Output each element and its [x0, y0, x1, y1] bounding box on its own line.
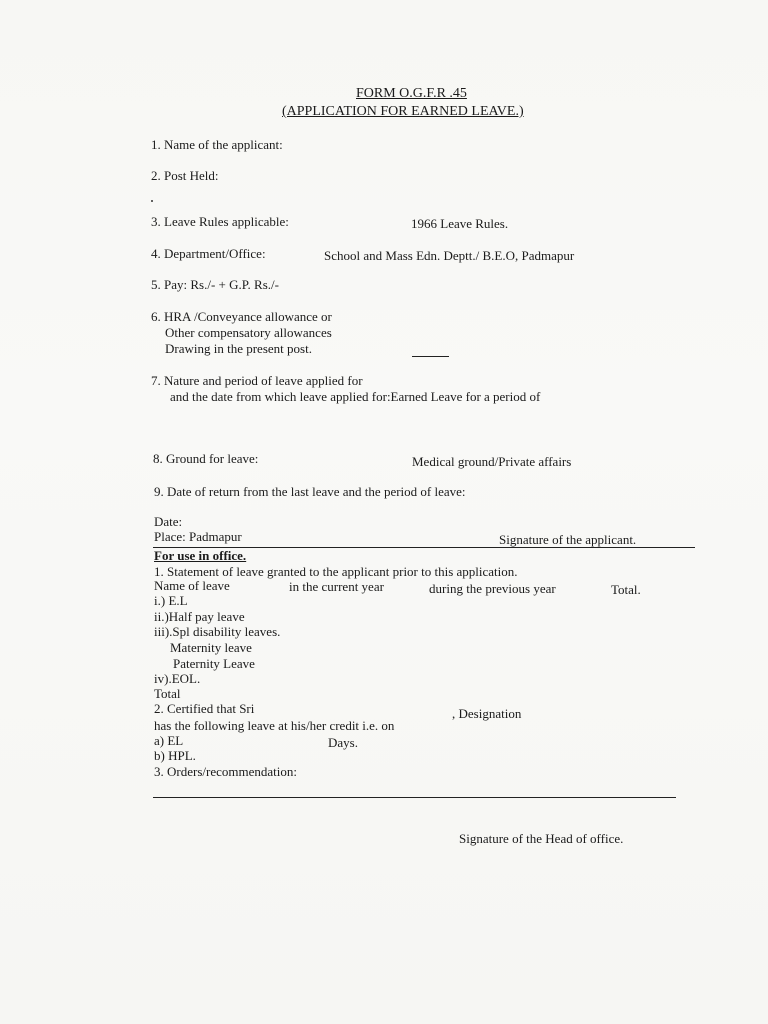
office-statement: 1. Statement of leave granted to the applicant prior to this application. — [154, 564, 518, 579]
form-subtitle: (APPLICATION FOR EARNED LEAVE.) — [282, 104, 524, 119]
field-leave-rules-value: 1966 Leave Rules. — [411, 216, 509, 231]
leave-row-spl-disability: iii).Spl disability leaves. — [154, 624, 281, 639]
field-hra-line2: Other compensatory allowances — [165, 325, 332, 340]
field-ground-value: Medical ground/Private affairs — [412, 454, 572, 469]
credit-line: has the following leave at his/her credit i.e. on — [154, 718, 395, 733]
col-name-of-leave: Name of leave — [154, 578, 230, 593]
field-post-held: 2. Post Held: — [151, 168, 219, 183]
leave-row-paternity: Paternity Leave — [173, 656, 255, 671]
field-hra-line1: 6. HRA /Conveyance allowance or — [151, 309, 332, 324]
head-of-office-signature: Signature of the Head of office. — [459, 831, 624, 846]
field-leave-nature-line1: 7. Nature and period of leave applied for — [151, 373, 363, 388]
orders-recommendation: 3. Orders/recommendation: — [154, 764, 297, 779]
orders-line — [153, 797, 676, 798]
place-label: Place: Padmapur — [154, 529, 242, 544]
field-department-label: 4. Department/Office: — [151, 246, 266, 261]
certified-line: 2. Certified that Sri — [154, 701, 255, 716]
leave-row-total: Total — [154, 686, 181, 701]
field-return-date: 9. Date of return from the last leave and the period of leave: — [154, 484, 466, 499]
leave-row-maternity: Maternity leave — [170, 640, 252, 655]
leave-row-half-pay: ii.)Half pay leave — [154, 609, 245, 624]
field-department-value: School and Mass Edn. Deptt./ B.E.O, Padmapur — [324, 248, 575, 263]
field-applicant-name: 1. Name of the applicant: — [151, 137, 283, 152]
leave-row-el: i.) E.L — [154, 593, 188, 608]
col-current-year: in the current year — [289, 579, 384, 594]
stray-mark — [151, 200, 153, 202]
el-credit: a) EL — [154, 733, 184, 748]
hpl-credit: b) HPL. — [154, 748, 196, 763]
date-label: Date: — [154, 514, 183, 529]
col-total: Total. — [611, 582, 641, 597]
designation-label: , Designation — [452, 706, 522, 721]
hra-blank-line — [412, 356, 449, 357]
field-leave-rules-label: 3. Leave Rules applicable: — [151, 214, 289, 229]
leave-row-eol: iv).EOL. — [154, 671, 201, 686]
form-title: FORM O.G.F.R .45 — [356, 86, 467, 101]
field-ground-label: 8. Ground for leave: — [153, 451, 259, 466]
applicant-signature: Signature of the applicant. — [499, 532, 637, 547]
field-hra-line3: Drawing in the present post. — [165, 341, 312, 356]
office-use-heading: For use in office. — [154, 548, 247, 563]
col-previous-year: during the previous year — [429, 581, 556, 596]
field-leave-nature-line2: and the date from which leave applied for:Earned Leave for a period of — [170, 389, 541, 404]
field-pay: 5. Pay: Rs./- + G.P. Rs./- — [151, 277, 279, 292]
el-days: Days. — [328, 735, 358, 750]
